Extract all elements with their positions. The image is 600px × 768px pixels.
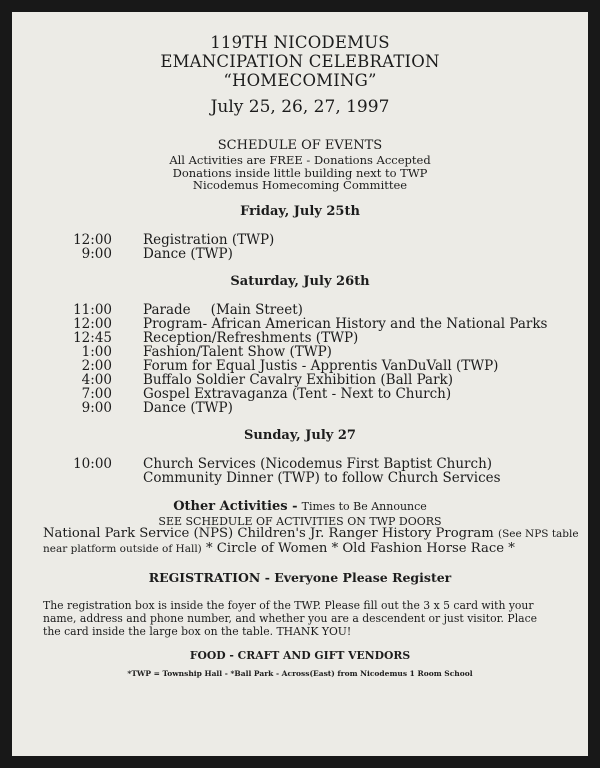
flyer-page [12,12,588,756]
event-description [143,303,303,317]
event-dates: July 25, 26, 27, 1997 [210,97,390,117]
schedule-row [12,401,588,415]
other-activities-list: * Circle of Women * Old Fashion Horse Race * [205,541,515,556]
event-time: 7:00 [81,386,112,402]
other-activities-line [43,542,515,556]
event-time: 12:45 [73,330,112,346]
other-activities-title: Other Activities - [173,499,298,514]
other-activities-note: Times to Be Announce [301,500,427,513]
event-description: Program- African American History and the National Parks [143,316,548,332]
title-line-2: EMANCIPATION CELEBRATION [160,52,440,71]
event-title: Parade [143,302,191,318]
registration-text-line: the card inside the large box on the table. THANK YOU! [43,625,352,638]
registration-heading: REGISTRATION - Everyone Please Register [148,570,452,585]
event-description: Dance (TWP) [143,246,233,262]
event-location: (Main Street) [210,302,303,318]
food-vendors-heading: FOOD - CRAFT AND GIFT VENDORS [189,649,411,662]
schedule-row [12,317,588,331]
event-description: Dance (TWP) [143,400,233,416]
schedule-heading: SCHEDULE OF EVENTS [217,138,383,153]
event-description: Buffalo Soldier Cavalry Exhibition (Ball Park) [143,372,454,388]
event-description: Church Services (Nicodemus First Baptist Church) [143,456,493,472]
schedule-row [12,247,588,261]
title-line-1: 119TH NICODEMUS [210,33,390,52]
event-description: Forum for Equal Justis - Apprentis VanDuVall (TWP) [143,358,499,374]
event-description: Fashion/Talent Show (TWP) [143,344,332,360]
event-time: 12:00 [73,316,112,332]
schedule-row [12,471,588,485]
schedule-row [12,331,588,345]
nps-program-text: National Park Service (NPS) Children's Jr. Ranger History Program [43,526,494,541]
schedule-row [12,345,588,359]
event-description: Registration (TWP) [143,232,275,248]
nps-platform-note: near platform outside of Hall) [43,543,202,555]
event-time: 9:00 [81,400,112,416]
schedule-note-committee: Nicodemus Homecoming Committee [192,178,408,192]
schedule-row [12,359,588,373]
schedule-row [12,457,588,471]
schedule-row [12,387,588,401]
schedule-row [12,233,588,247]
schedule-note-donations: Donations inside little building next to TWP [172,166,428,180]
title-line-3: “HOMECOMING” [223,71,377,90]
schedule-note-free: All Activities are FREE - Donations Accepted [169,153,431,167]
other-activities-heading [12,499,588,514]
event-time: 2:00 [81,358,112,374]
event-time: 9:00 [81,246,112,262]
footnote: *TWP = Township Hall - *Ball Park - Across(East) from Nicodemus 1 Room School [127,669,473,678]
event-time: 10:00 [73,456,112,472]
nps-table-note: (See NPS table [497,528,579,540]
registration-text-line: The registration box is inside the foyer of the TWP. Please fill out the 3 x 5 card with your [43,599,534,612]
event-description: Community Dinner (TWP) to follow Church Services [143,470,501,486]
event-description: Gospel Extravaganza (Tent - Next to Church) [143,386,452,402]
event-time: 12:00 [73,232,112,248]
nps-program-line [43,527,579,541]
event-description: Reception/Refreshments (TWP) [143,330,359,346]
registration-text-line: name, address and phone number, and whether you are a descendent or just visitor. Place [43,612,538,625]
event-time: 4:00 [81,372,112,388]
see-schedule-note: SEE SCHEDULE OF ACTIVITIES ON TWP DOORS [158,515,442,528]
sunday-heading: Sunday, July 27 [244,428,356,443]
event-time: 11:00 [73,302,112,318]
schedule-row [12,303,588,317]
friday-heading: Friday, July 25th [240,204,360,219]
event-time: 1:00 [81,344,112,360]
saturday-heading: Saturday, July 26th [230,274,370,289]
schedule-row [12,373,588,387]
